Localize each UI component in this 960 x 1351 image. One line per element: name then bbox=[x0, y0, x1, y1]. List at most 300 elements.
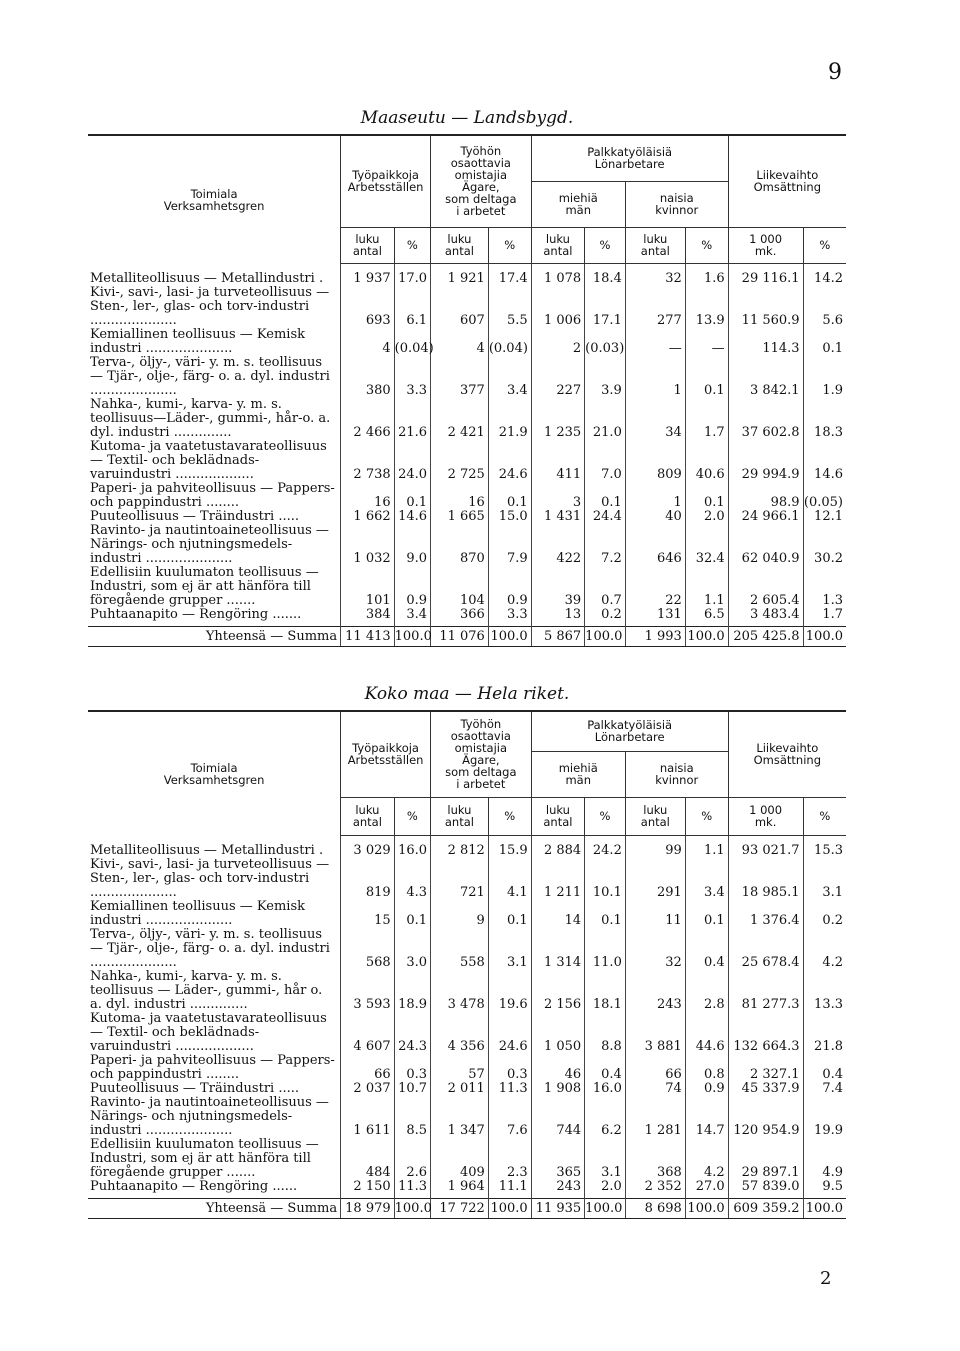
table-cell: 291 bbox=[625, 858, 685, 900]
table-cell: 5.5 bbox=[488, 286, 531, 328]
row-label: Kemiallinen teollisuus — Kemisk industri ..................... bbox=[90, 898, 305, 928]
header-luku: luku antal bbox=[341, 227, 395, 263]
table-cell: 22 bbox=[625, 566, 685, 608]
header-luku: luku antal bbox=[431, 797, 489, 835]
table-cell: 98.9 bbox=[728, 482, 803, 510]
table-row bbox=[88, 482, 846, 510]
total-label: Yhteensä — Summa bbox=[88, 626, 341, 646]
table-cell: 243 bbox=[625, 970, 685, 1012]
table-cell: 57 839.0 bbox=[728, 1180, 803, 1199]
table-wrap bbox=[88, 710, 846, 1219]
table-row bbox=[88, 440, 846, 482]
table-cell: 29 116.1 bbox=[728, 263, 803, 286]
table-cell: 8.5 bbox=[394, 1096, 430, 1138]
table-cell: 46 bbox=[531, 1054, 585, 1082]
table-cell: 11.3 bbox=[394, 1180, 430, 1199]
total-cell: 100.0 bbox=[585, 626, 626, 646]
row-label: Kivi-, savi-, lasi- ja turveteollisuus — Sten-, ler-, glas- och torv-industri ..................... bbox=[90, 856, 330, 900]
table-cell: 0.1 bbox=[488, 900, 531, 928]
table-cell: 24.6 bbox=[488, 440, 531, 482]
table-row bbox=[88, 900, 846, 928]
table-row bbox=[88, 608, 846, 627]
table-cell: 1 908 bbox=[531, 1082, 585, 1096]
table-cell: 384 bbox=[341, 608, 395, 627]
table-cell: 37 602.8 bbox=[728, 398, 803, 440]
total-cell: 18 979 bbox=[341, 1198, 395, 1218]
table-cell: 0.3 bbox=[488, 1054, 531, 1082]
statistics-table bbox=[88, 134, 846, 647]
table-cell: 3.4 bbox=[488, 356, 531, 398]
row-label: Puuteollisuus — Träindustri ..... bbox=[90, 1080, 299, 1096]
table-row bbox=[88, 1012, 846, 1054]
table-cell: 57 bbox=[431, 1054, 489, 1082]
table-cell: 24.2 bbox=[585, 835, 626, 858]
table-cell: 558 bbox=[431, 928, 489, 970]
header-toimiala: Toimiala Verksamhetsgren bbox=[88, 711, 341, 835]
table-cell: 2 605.4 bbox=[728, 566, 803, 608]
table-cell: 120 954.9 bbox=[728, 1096, 803, 1138]
header-miehia: miehiä män bbox=[531, 751, 625, 797]
table-cell: 18.3 bbox=[803, 398, 846, 440]
table-row bbox=[88, 835, 846, 858]
table-cell: 809 bbox=[625, 440, 685, 482]
table-cell: 11.3 bbox=[488, 1082, 531, 1096]
table-cell: 6.5 bbox=[685, 608, 728, 627]
table-cell: 568 bbox=[341, 928, 395, 970]
table-cell: 2 812 bbox=[431, 835, 489, 858]
table-cell: 6.1 bbox=[394, 286, 430, 328]
header-liikevaihto: Liikevaihto Omsättning bbox=[728, 711, 846, 797]
header-pct: % bbox=[488, 227, 531, 263]
header-tyohon: Työhön osaottavia omistajia Ägare, som deltaga i arbetet bbox=[431, 135, 532, 227]
table-cell: 3 593 bbox=[341, 970, 395, 1012]
row-label: Paperi- ja pahviteollisuus — Pappers- och pappindustri ........ bbox=[90, 480, 335, 510]
header-pct: % bbox=[803, 227, 846, 263]
table-cell: 0.8 bbox=[685, 1054, 728, 1082]
table-cell: 24 966.1 bbox=[728, 510, 803, 524]
table-cell: 17.0 bbox=[394, 263, 430, 286]
header-tyohon: Työhön osaottavia omistajia Ägare, som deltaga i arbetet bbox=[431, 711, 532, 797]
table-cell: (0.05) bbox=[803, 482, 846, 510]
total-row bbox=[88, 626, 846, 646]
table-cell: 3.1 bbox=[803, 858, 846, 900]
table-cell: 14.6 bbox=[803, 440, 846, 482]
header-mk: 1 000 mk. bbox=[728, 227, 803, 263]
table-row bbox=[88, 928, 846, 970]
table-cell: 607 bbox=[431, 286, 489, 328]
table-cell: 1.7 bbox=[685, 398, 728, 440]
table-cell: 1 964 bbox=[431, 1180, 489, 1199]
total-cell: 8 698 bbox=[625, 1198, 685, 1218]
table-row bbox=[88, 328, 846, 356]
table-cell: 99 bbox=[625, 835, 685, 858]
header-palkka: Palkkatyöläisiä Lönarbetare bbox=[531, 135, 728, 181]
section-title: Koko maa — Hela riket. bbox=[364, 684, 570, 704]
table-cell: 8.8 bbox=[585, 1012, 626, 1054]
row-label: Kutoma- ja vaatetustavarateollisuus — Textil- och beklädnads-varuindustri ................... bbox=[90, 438, 327, 482]
table-cell: 21.0 bbox=[585, 398, 626, 440]
header-pct: % bbox=[803, 797, 846, 835]
table-cell: 0.4 bbox=[585, 1054, 626, 1082]
table-cell: 721 bbox=[431, 858, 489, 900]
table-cell: 9.0 bbox=[394, 524, 430, 566]
table-cell: 3.3 bbox=[394, 356, 430, 398]
table-cell: 1 bbox=[625, 356, 685, 398]
table-cell: 2 037 bbox=[341, 1082, 395, 1096]
statistics-table bbox=[88, 710, 846, 1219]
table-cell: 0.1 bbox=[394, 482, 430, 510]
total-cell: 5 867 bbox=[531, 626, 585, 646]
table-cell: 16 bbox=[341, 482, 395, 510]
table-cell: 366 bbox=[431, 608, 489, 627]
table-cell: 4.1 bbox=[488, 858, 531, 900]
row-label: Metalliteollisuus — Metallindustri . bbox=[90, 842, 324, 858]
table-cell: 21.6 bbox=[394, 398, 430, 440]
table-cell: 11.1 bbox=[488, 1180, 531, 1199]
header-mk: 1 000 mk. bbox=[728, 797, 803, 835]
table-cell: 1 921 bbox=[431, 263, 489, 286]
header-pct: % bbox=[685, 797, 728, 835]
table-cell: 25 678.4 bbox=[728, 928, 803, 970]
row-label: Metalliteollisuus — Metallindustri . bbox=[90, 270, 324, 286]
table-cell: 29 994.9 bbox=[728, 440, 803, 482]
table-cell: 2 738 bbox=[341, 440, 395, 482]
table-cell: 14 bbox=[531, 900, 585, 928]
table-cell: — bbox=[625, 328, 685, 356]
table-row bbox=[88, 263, 846, 286]
table-cell: 11 bbox=[625, 900, 685, 928]
table-cell: 19.6 bbox=[488, 970, 531, 1012]
table-cell: 2.8 bbox=[685, 970, 728, 1012]
table-cell: 1 665 bbox=[431, 510, 489, 524]
table-cell: 1 050 bbox=[531, 1012, 585, 1054]
table-cell: 6.2 bbox=[585, 1096, 626, 1138]
table-cell: 368 bbox=[625, 1138, 685, 1180]
total-cell: 100.0 bbox=[803, 626, 846, 646]
table-cell: 15.3 bbox=[803, 835, 846, 858]
total-cell: 100.0 bbox=[488, 1198, 531, 1218]
table-cell: 3 478 bbox=[431, 970, 489, 1012]
table-cell: 39 bbox=[531, 566, 585, 608]
table-cell: 2 352 bbox=[625, 1180, 685, 1199]
row-label: Kutoma- ja vaatetustavarateollisuus — Textil- och beklädnads-varuindustri ................... bbox=[90, 1010, 327, 1054]
table-cell: 2 421 bbox=[431, 398, 489, 440]
table-body bbox=[88, 263, 846, 626]
header-miehia: miehiä män bbox=[531, 181, 625, 227]
table-cell: 0.9 bbox=[488, 566, 531, 608]
table-cell: 3.4 bbox=[685, 858, 728, 900]
table-cell: 4 bbox=[341, 328, 395, 356]
table-cell: 3 483.4 bbox=[728, 608, 803, 627]
table-cell: 4 607 bbox=[341, 1012, 395, 1054]
table-cell: 1 314 bbox=[531, 928, 585, 970]
total-cell: 100.0 bbox=[685, 1198, 728, 1218]
table-cell: 9.5 bbox=[803, 1180, 846, 1199]
table-row bbox=[88, 510, 846, 524]
table-cell: 132 664.3 bbox=[728, 1012, 803, 1054]
table-cell: 1.9 bbox=[803, 356, 846, 398]
row-label: Puhtaanapito — Rengöring ....... bbox=[90, 606, 302, 622]
row-label: Kemiallinen teollisuus — Kemisk industri ..................... bbox=[90, 326, 305, 356]
table-cell: 14.7 bbox=[685, 1096, 728, 1138]
header-tyopaikkoja: Työpaikkoja Arbetsställen bbox=[341, 711, 431, 797]
table-cell: 277 bbox=[625, 286, 685, 328]
table-cell: 1 347 bbox=[431, 1096, 489, 1138]
table-cell: — bbox=[685, 328, 728, 356]
table-cell: 744 bbox=[531, 1096, 585, 1138]
table-cell: (0.04) bbox=[394, 328, 430, 356]
table-cell: 81 277.3 bbox=[728, 970, 803, 1012]
table-cell: 3.3 bbox=[488, 608, 531, 627]
total-cell: 100.0 bbox=[394, 626, 430, 646]
table-cell: 365 bbox=[531, 1138, 585, 1180]
header-pct: % bbox=[394, 227, 430, 263]
total-cell: 609 359.2 bbox=[728, 1198, 803, 1218]
header-naisia: naisia kvinnor bbox=[625, 751, 728, 797]
total-cell: 100.0 bbox=[803, 1198, 846, 1218]
table-cell: 1 078 bbox=[531, 263, 585, 286]
table-cell: 93 021.7 bbox=[728, 835, 803, 858]
table-cell: 66 bbox=[625, 1054, 685, 1082]
table-cell: 29 897.1 bbox=[728, 1138, 803, 1180]
table-cell: 131 bbox=[625, 608, 685, 627]
table-cell: 3.1 bbox=[488, 928, 531, 970]
table-cell: 0.1 bbox=[585, 900, 626, 928]
table-cell: 9 bbox=[431, 900, 489, 928]
total-cell: 11 935 bbox=[531, 1198, 585, 1218]
table-cell: 4.3 bbox=[394, 858, 430, 900]
table-row bbox=[88, 356, 846, 398]
table-header bbox=[88, 135, 846, 263]
table-cell: 32.4 bbox=[685, 524, 728, 566]
row-label: Paperi- ja pahviteollisuus — Pappers- och pappindustri ........ bbox=[90, 1052, 335, 1082]
table-cell: 44.6 bbox=[685, 1012, 728, 1054]
table-cell: 24.4 bbox=[585, 510, 626, 524]
table-cell: 5.6 bbox=[803, 286, 846, 328]
table-cell: 114.3 bbox=[728, 328, 803, 356]
table-cell: 227 bbox=[531, 356, 585, 398]
table-cell: 3.1 bbox=[585, 1138, 626, 1180]
total-cell: 100.0 bbox=[685, 626, 728, 646]
table-cell: 15.9 bbox=[488, 835, 531, 858]
table-cell: 411 bbox=[531, 440, 585, 482]
table-cell: 1 006 bbox=[531, 286, 585, 328]
table-cell: 3 bbox=[531, 482, 585, 510]
table-cell: 1 431 bbox=[531, 510, 585, 524]
table-cell: (0.04) bbox=[488, 328, 531, 356]
table-cell: 2.0 bbox=[585, 1180, 626, 1199]
table-cell: 10.7 bbox=[394, 1082, 430, 1096]
table-cell: 7.6 bbox=[488, 1096, 531, 1138]
table-cell: 380 bbox=[341, 356, 395, 398]
table-cell: 0.1 bbox=[585, 482, 626, 510]
table-cell: 1.7 bbox=[803, 608, 846, 627]
table-row bbox=[88, 566, 846, 608]
table-cell: 74 bbox=[625, 1082, 685, 1096]
table-cell: 34 bbox=[625, 398, 685, 440]
header-luku: luku antal bbox=[431, 227, 489, 263]
table-cell: 377 bbox=[431, 356, 489, 398]
table-total bbox=[88, 626, 846, 646]
table-cell: 11 560.9 bbox=[728, 286, 803, 328]
table-cell: 2 466 bbox=[341, 398, 395, 440]
table-row bbox=[88, 1054, 846, 1082]
table-cell: 0.1 bbox=[685, 482, 728, 510]
table-cell: 30.2 bbox=[803, 524, 846, 566]
table-cell: 62 040.9 bbox=[728, 524, 803, 566]
table-cell: 18.9 bbox=[394, 970, 430, 1012]
table-row bbox=[88, 286, 846, 328]
table-cell: 0.1 bbox=[685, 900, 728, 928]
table-body bbox=[88, 835, 846, 1198]
table-cell: 0.9 bbox=[394, 566, 430, 608]
table-cell: 24.6 bbox=[488, 1012, 531, 1054]
table-cell: 1 281 bbox=[625, 1096, 685, 1138]
table-cell: 0.1 bbox=[685, 356, 728, 398]
row-label: Edellisiin kuulumaton teollisuus — Industri, som ej är att hänföra till föregående grupper ....... bbox=[90, 1136, 319, 1180]
page-number: 9 bbox=[828, 60, 842, 85]
table-row bbox=[88, 1082, 846, 1096]
row-label: Ravinto- ja nautintoaineteollisuus — Närings- och njutningsmedels-industri ..................... bbox=[90, 522, 329, 566]
table-cell: 32 bbox=[625, 263, 685, 286]
table-row bbox=[88, 398, 846, 440]
header-pct: % bbox=[394, 797, 430, 835]
table-cell: 17.4 bbox=[488, 263, 531, 286]
header-toimiala: Toimiala Verksamhetsgren bbox=[88, 135, 341, 263]
table-cell: 27.0 bbox=[685, 1180, 728, 1199]
table-header bbox=[88, 711, 846, 835]
table-cell: 13 bbox=[531, 608, 585, 627]
table-cell: 0.4 bbox=[803, 1054, 846, 1082]
total-cell: 17 722 bbox=[431, 1198, 489, 1218]
table-cell: 101 bbox=[341, 566, 395, 608]
table-cell: 0.3 bbox=[394, 1054, 430, 1082]
table-cell: 21.9 bbox=[488, 398, 531, 440]
table-cell: 1.3 bbox=[803, 566, 846, 608]
header-tyopaikkoja: Työpaikkoja Arbetsställen bbox=[341, 135, 431, 227]
table-cell: 4.9 bbox=[803, 1138, 846, 1180]
row-label: Nahka-, kumi-, karva- y. m. s. teollisuus — Läder-, gummi-, hår o. a. dyl. industri .............. bbox=[90, 968, 323, 1012]
total-cell: 100.0 bbox=[394, 1198, 430, 1218]
table-cell: 2 725 bbox=[431, 440, 489, 482]
header-luku: luku antal bbox=[625, 227, 685, 263]
table-row bbox=[88, 524, 846, 566]
table-cell: 45 337.9 bbox=[728, 1082, 803, 1096]
table-cell: 24.3 bbox=[394, 1012, 430, 1054]
table-cell: 1.1 bbox=[685, 835, 728, 858]
total-cell: 1 993 bbox=[625, 626, 685, 646]
table-row bbox=[88, 1096, 846, 1138]
table-cell: 18 985.1 bbox=[728, 858, 803, 900]
table-cell: 2 150 bbox=[341, 1180, 395, 1199]
row-label: Puhtaanapito — Rengöring ...... bbox=[90, 1178, 298, 1194]
table-cell: 1 662 bbox=[341, 510, 395, 524]
table-cell: 2 156 bbox=[531, 970, 585, 1012]
table-cell: 7.2 bbox=[585, 524, 626, 566]
table-cell: 11.0 bbox=[585, 928, 626, 970]
table-cell: 3 842.1 bbox=[728, 356, 803, 398]
table-cell: 32 bbox=[625, 928, 685, 970]
table-cell: 4.2 bbox=[803, 928, 846, 970]
table-cell: 66 bbox=[341, 1054, 395, 1082]
table-cell: 14.2 bbox=[803, 263, 846, 286]
row-label: Nahka-, kumi-, karva- y. m. s. teollisuus—Läder-, gummi-, hår-o. a. dyl. industri .............. bbox=[90, 396, 331, 440]
table-cell: 40.6 bbox=[685, 440, 728, 482]
table-cell: 1 611 bbox=[341, 1096, 395, 1138]
table-cell: 2.0 bbox=[685, 510, 728, 524]
table-cell: 1 235 bbox=[531, 398, 585, 440]
table-cell: 7.4 bbox=[803, 1082, 846, 1096]
table-cell: 693 bbox=[341, 286, 395, 328]
table-cell: 17.1 bbox=[585, 286, 626, 328]
table-cell: 3 029 bbox=[341, 835, 395, 858]
table-cell: 4 356 bbox=[431, 1012, 489, 1054]
table-cell: 1.1 bbox=[685, 566, 728, 608]
table-cell: 4 bbox=[431, 328, 489, 356]
table-cell: 819 bbox=[341, 858, 395, 900]
table-cell: 3.4 bbox=[394, 608, 430, 627]
table-cell: 484 bbox=[341, 1138, 395, 1180]
total-cell: 11 076 bbox=[431, 626, 489, 646]
header-liikevaihto: Liikevaihto Omsättning bbox=[728, 135, 846, 227]
total-cell: 100.0 bbox=[585, 1198, 626, 1218]
table-row bbox=[88, 1138, 846, 1180]
table-cell: 12.1 bbox=[803, 510, 846, 524]
table-cell: 2 bbox=[531, 328, 585, 356]
table-cell: 1.6 bbox=[685, 263, 728, 286]
table-cell: 24.0 bbox=[394, 440, 430, 482]
table-cell: 14.6 bbox=[394, 510, 430, 524]
total-cell: 100.0 bbox=[488, 626, 531, 646]
table-cell: 104 bbox=[431, 566, 489, 608]
table-cell: 0.4 bbox=[685, 928, 728, 970]
table-cell: 646 bbox=[625, 524, 685, 566]
table-cell: 2 327.1 bbox=[728, 1054, 803, 1082]
table-cell: 19.9 bbox=[803, 1096, 846, 1138]
header-pct: % bbox=[585, 227, 626, 263]
table-cell: 1 bbox=[625, 482, 685, 510]
table-cell: 243 bbox=[531, 1180, 585, 1199]
table-cell: 0.2 bbox=[585, 608, 626, 627]
table-cell: 1 376.4 bbox=[728, 900, 803, 928]
row-label: Kivi-, savi-, lasi- ja turveteollisuus — Sten-, ler-, glas- och torv-industri ..................... bbox=[90, 284, 330, 328]
total-cell: 205 425.8 bbox=[728, 626, 803, 646]
table-cell: 422 bbox=[531, 524, 585, 566]
table-cell: 409 bbox=[431, 1138, 489, 1180]
header-naisia: naisia kvinnor bbox=[625, 181, 728, 227]
table-cell: 0.9 bbox=[685, 1082, 728, 1096]
row-label: Ravinto- ja nautintoaineteollisuus — Närings- och njutningsmedels-industri ..................... bbox=[90, 1094, 329, 1138]
row-label: Terva-, öljy-, väri- y. m. s. teollisuus — Tjär-, olje-, färg- o. a. dyl. industri ..................... bbox=[90, 354, 330, 398]
table-cell: 4.2 bbox=[685, 1138, 728, 1180]
table-cell: 2 884 bbox=[531, 835, 585, 858]
table-cell: (0.03) bbox=[585, 328, 626, 356]
table-cell: 3 881 bbox=[625, 1012, 685, 1054]
table-cell: 3.0 bbox=[394, 928, 430, 970]
table-cell: 15.0 bbox=[488, 510, 531, 524]
header-pct: % bbox=[685, 227, 728, 263]
table-cell: 1 937 bbox=[341, 263, 395, 286]
table-cell: 16.0 bbox=[394, 835, 430, 858]
footer-number: 2 bbox=[820, 1268, 832, 1289]
header-pct: % bbox=[488, 797, 531, 835]
table-cell: 1 211 bbox=[531, 858, 585, 900]
table-row bbox=[88, 1180, 846, 1199]
header-palkka: Palkkatyöläisiä Lönarbetare bbox=[531, 711, 728, 751]
table-row bbox=[88, 970, 846, 1012]
table-cell: 15 bbox=[341, 900, 395, 928]
table-cell: 3.9 bbox=[585, 356, 626, 398]
